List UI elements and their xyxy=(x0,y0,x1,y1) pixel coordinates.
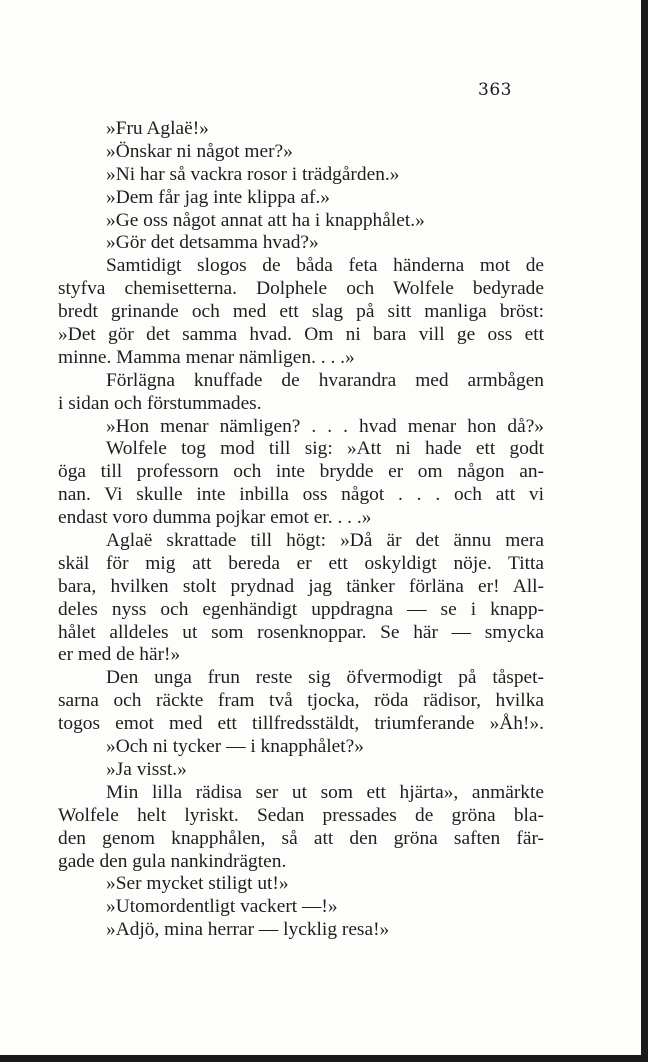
text-line: nan. Vi skulle inte inbilla oss något . . . och att vi xyxy=(58,484,544,506)
text-line: »Och ni tycker — i knapphålet?» xyxy=(106,736,364,758)
text-line: endast voro dumma pojkar emot er. . . .» xyxy=(58,507,372,529)
text-line: »Gör det detsamma hvad?» xyxy=(106,232,319,254)
text-line: bara, hvilken stolt prydnad jag tänker förläna er! All- xyxy=(58,575,544,597)
text-line: »Önskar ni något mer?» xyxy=(106,140,293,162)
page-number: 363 xyxy=(478,80,512,100)
text-line: Wolfele tog mod till sig: »Att ni hade ett godt xyxy=(106,438,544,460)
text-line: gade den gula nankindrägten. xyxy=(58,850,287,872)
text-line: Min lilla rädisa ser ut som ett hjärta», anmärkte xyxy=(106,781,544,803)
text-line: »Ser mycket stiligt ut!» xyxy=(106,873,289,895)
scan-edge-bottom xyxy=(0,1055,648,1062)
text-line: hålet alldeles ut som rosenknoppar. Se här — smycka xyxy=(58,621,544,643)
text-line: skäl för mig att bereda er ett oskyldigt nöje. Titta xyxy=(58,552,544,574)
text-line: Aglaë skrattade till högt: »Då är det ännu mera xyxy=(106,530,544,552)
text-line: »Hon menar nämligen? . . . hvad menar hon då?» xyxy=(106,415,544,437)
text-line: »Adjö, mina herrar — lycklig resa!» xyxy=(106,919,390,941)
text-line: styfva chemisetterna. Dolphele och Wolfele bedyrade xyxy=(58,278,544,300)
text-line: Den unga frun reste sig öfvermodigt på tåspet- xyxy=(106,667,544,689)
text-line: den genom knapphålen, så att den gröna saften fär- xyxy=(58,827,544,849)
scan-edge-right xyxy=(641,0,648,1062)
text-line: bredt grinande och med ett slag på sitt manliga bröst: xyxy=(58,301,544,323)
text-line: öga till professorn och inte brydde er om någon an- xyxy=(58,461,544,483)
text-line: »Ge oss något annat att ha i knapphålet.» xyxy=(106,209,425,231)
text-line: togos emot med ett tillfredsstäldt, triumferande »Åh!». xyxy=(58,713,544,735)
text-line: deles nyss och egenhändigt uppdragna — se i knapp- xyxy=(58,598,544,620)
text-line: »Ni har så vackra rosor i trädgården.» xyxy=(106,163,400,185)
text-line: minne. Mamma menar nämligen. . . .» xyxy=(58,346,355,368)
page-body-text xyxy=(58,118,544,942)
text-line: »Utomordentligt vackert —!» xyxy=(106,896,338,918)
text-line: Förlägna knuffade de hvarandra med armbågen xyxy=(106,369,544,391)
text-line: i sidan och förstummades. xyxy=(58,392,262,414)
text-line: »Det gör det samma hvad. Om ni bara vill ge oss ett xyxy=(58,324,544,346)
text-line: »Ja visst.» xyxy=(106,758,187,780)
text-line: »Fru Aglaë!» xyxy=(106,118,209,139)
text-line: er med de här!» xyxy=(58,644,181,666)
text-line: sarna och räckte fram två tjocka, röda rädisor, hvilka xyxy=(58,690,544,712)
text-line: Wolfele helt lyriskt. Sedan pressades de gröna bla- xyxy=(58,804,544,826)
text-line: »Dem får jag inte klippa af.» xyxy=(106,186,330,208)
text-line: Samtidigt slogos de båda feta händerna mot de xyxy=(106,255,544,277)
